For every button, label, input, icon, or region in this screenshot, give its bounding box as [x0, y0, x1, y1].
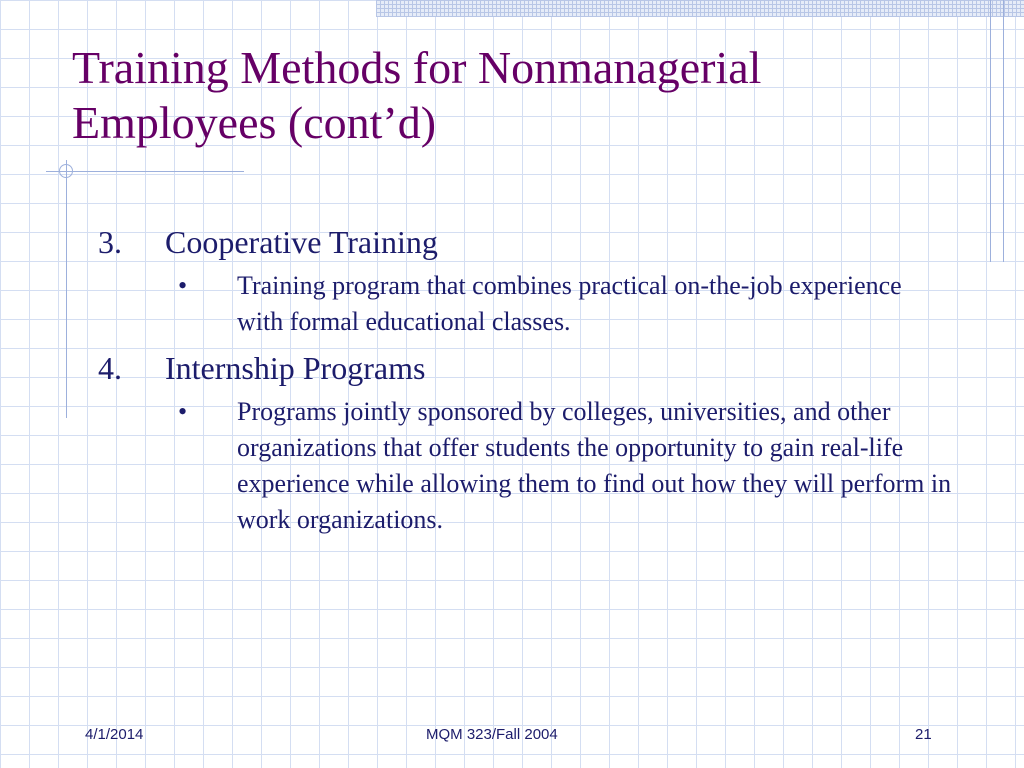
footer-course: MQM 323/Fall 2004: [426, 726, 558, 743]
slide-title-line-1: Training Methods for Nonmanagerial: [72, 42, 762, 93]
sub-bullet-text: Training program that combines practical on-the-job experience with formal educational classes.: [237, 271, 902, 336]
list-item-heading: Cooperative Training: [165, 224, 438, 260]
sub-bullet-internship-programs: [0, 394, 1024, 538]
title-underline: [46, 171, 244, 172]
footer-date: 4/1/2014: [85, 726, 144, 743]
list-item-cooperative-training: [0, 222, 1024, 262]
sub-bullet-cooperative-training: [0, 268, 1024, 340]
footer-page-number: 21: [915, 726, 932, 743]
slide-body: [0, 222, 1024, 546]
list-item-number: 3.: [98, 224, 122, 260]
sub-bullet-text: Programs jointly sponsored by colleges, universities, and other organizations that offer students the opportunity to gain real-life experience while allowing them to find out how they will perform in work organizations.: [237, 397, 952, 534]
list-item-internship-programs: [0, 348, 1024, 388]
bullet-icon: •: [178, 271, 188, 300]
top-decorative-strip: [376, 0, 1024, 17]
bullet-icon: •: [178, 397, 188, 426]
crosshair-circle-icon: [58, 163, 74, 179]
slide-title: [72, 40, 972, 150]
list-item-heading: Internship Programs: [165, 350, 426, 386]
slide-title-line-2: Employees (cont’d): [72, 97, 437, 148]
list-item-number: 4.: [98, 350, 122, 386]
